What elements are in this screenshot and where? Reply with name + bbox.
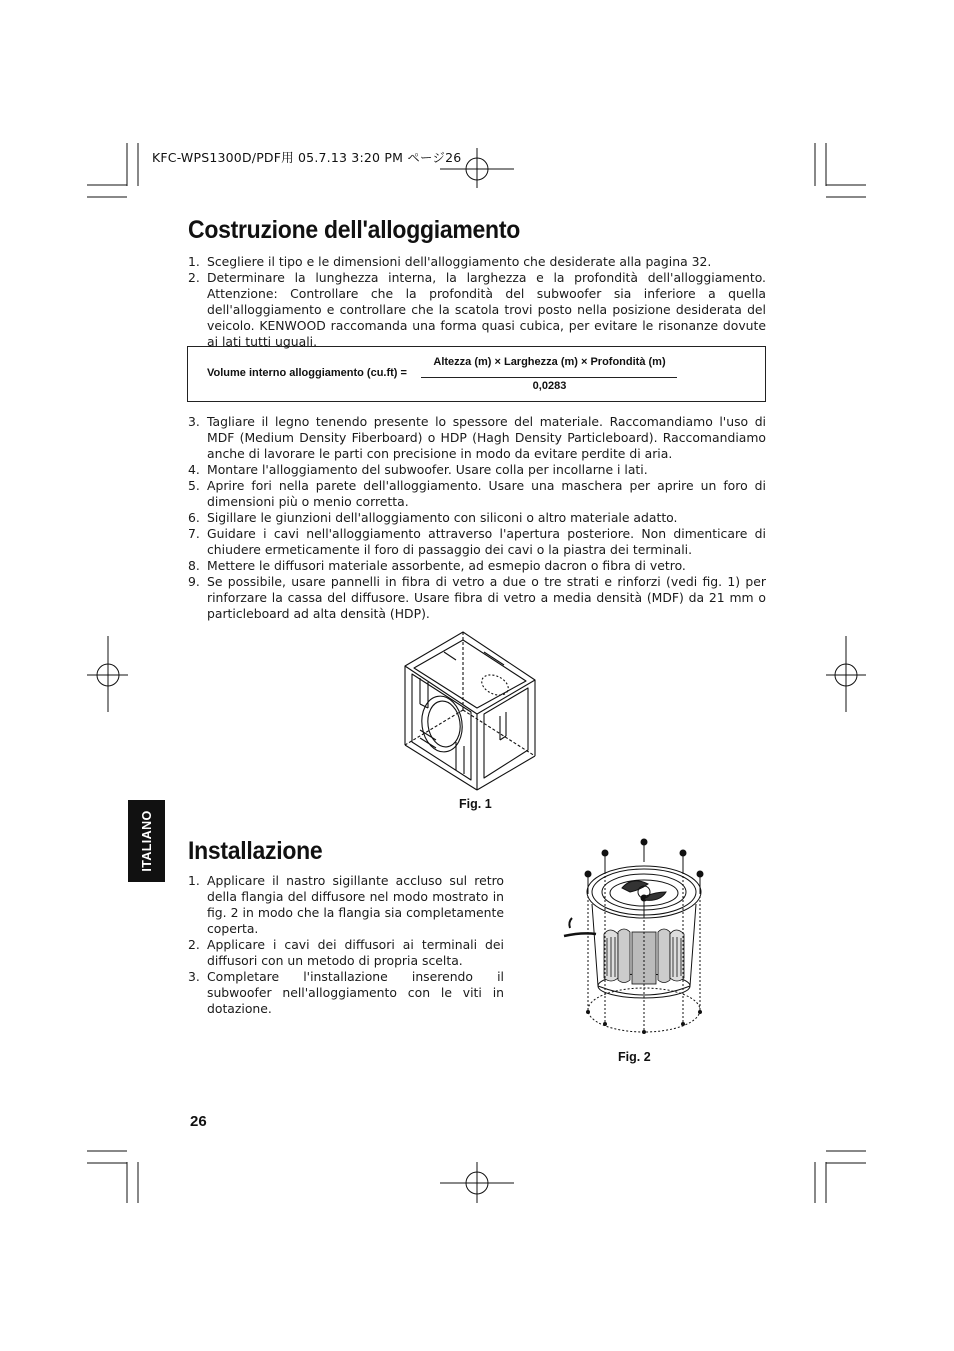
list-item: 1. Applicare il nastro sigillante accluso sul retro della flangia del diffusore nel modo mostrato in fig. 2 in modo che la flangia sia completamente coperta. <box>188 873 504 936</box>
formula-numerator: Altezza (m) × Larghezza (m) × Profondità (m) <box>433 356 666 368</box>
list-item: 4. Montare l'alloggiamento del subwoofer. Usare colla per incollarne i lati. <box>188 462 648 477</box>
construction-steps-part1 <box>188 254 766 350</box>
language-tab <box>128 800 165 882</box>
subwoofer-installation-illustration <box>562 836 722 1040</box>
list-item: 1. Scegliere il tipo e le dimensioni dell'alloggiamento che desiderate alla pagina 32. <box>188 254 712 269</box>
formula-label: Volume interno alloggiamento (cu.ft) = <box>207 367 407 379</box>
list-item: 6. Sigillare le giunzioni dell'alloggiamento con siliconi o altro materiale adatto. <box>188 510 678 525</box>
print-header: KFC-WPS1300D/PDF用 05.7.13 3:20 PM ページ26 <box>152 150 462 165</box>
list-item: 8. Mettere le diffusori materiale assorbente, ad esmepio dacron o fibra di vetro. <box>188 558 686 573</box>
list-item: 3. Tagliare il legno tenendo presente lo spessore del materiale. Raccomandiamo l'uso di MDF (Medium Density Fiberboard) o HDP (Hagh Density Particleboard). Raccomandiamo anche di lavorare le parti con precisione in modo da evitare perdite di aria. <box>188 414 766 461</box>
enclosure-box-illustration <box>400 630 540 792</box>
language-tab-label: ITALIANO <box>139 810 154 872</box>
list-item: 2. Applicare i cavi dei diffusori ai terminali dei diffusori con un metodo di propria scelta. <box>188 937 504 968</box>
list-item: 2. Determinare la lunghezza interna, la larghezza e la profondità dell'alloggiamento. Attenzione: Controllare che la profondità del subwoofer sia inferiore a quella dell'alloggiamento e controllare che la scatola trovi posto nella posizione desiderata del veicolo. KENWOOD raccomanda una forma quasi cubica, per evitare le risonanze dovute ai lati tutti uguali. <box>188 270 766 349</box>
fig1-caption: Fig. 1 <box>459 797 492 811</box>
formula-denominator: 0,0283 <box>532 380 567 392</box>
installation-steps <box>188 873 504 1017</box>
section-title-installation: Installazione <box>188 837 323 865</box>
section-title-construction: Costruzione dell'alloggiamento <box>188 216 521 244</box>
volume-formula-box <box>187 346 766 402</box>
fraction-bar <box>421 377 677 378</box>
list-item: 7. Guidare i cavi nell'alloggiamento attraverso l'apertura posteriore. Non dimenticare di chiudere ermeticamente il foro di passaggio dei cavi o la piastra dei terminali. <box>188 526 766 557</box>
construction-steps-part2 <box>188 414 766 622</box>
list-item: 3. Completare l'installazione inserendo il subwoofer nell'alloggiamento con le viti in dotazione. <box>188 969 504 1016</box>
page-number: 26 <box>190 1113 207 1130</box>
list-item: 5. Aprire fori nella parete dell'alloggiamento. Usare una maschera per aprire un foro di dimensioni più o menio corretta. <box>188 478 766 509</box>
fig2-caption: Fig. 2 <box>618 1050 651 1064</box>
list-item: 9. Se possibile, usare pannelli in fibra di vetro a due o tre strati e rinforzi (vedi fig. 1) per rinforzare la cassa del diffusore. Usare fibra di vetro a media densità (MDF) da 21 mm o particleboard ad alta densità (HDP). <box>188 574 766 621</box>
